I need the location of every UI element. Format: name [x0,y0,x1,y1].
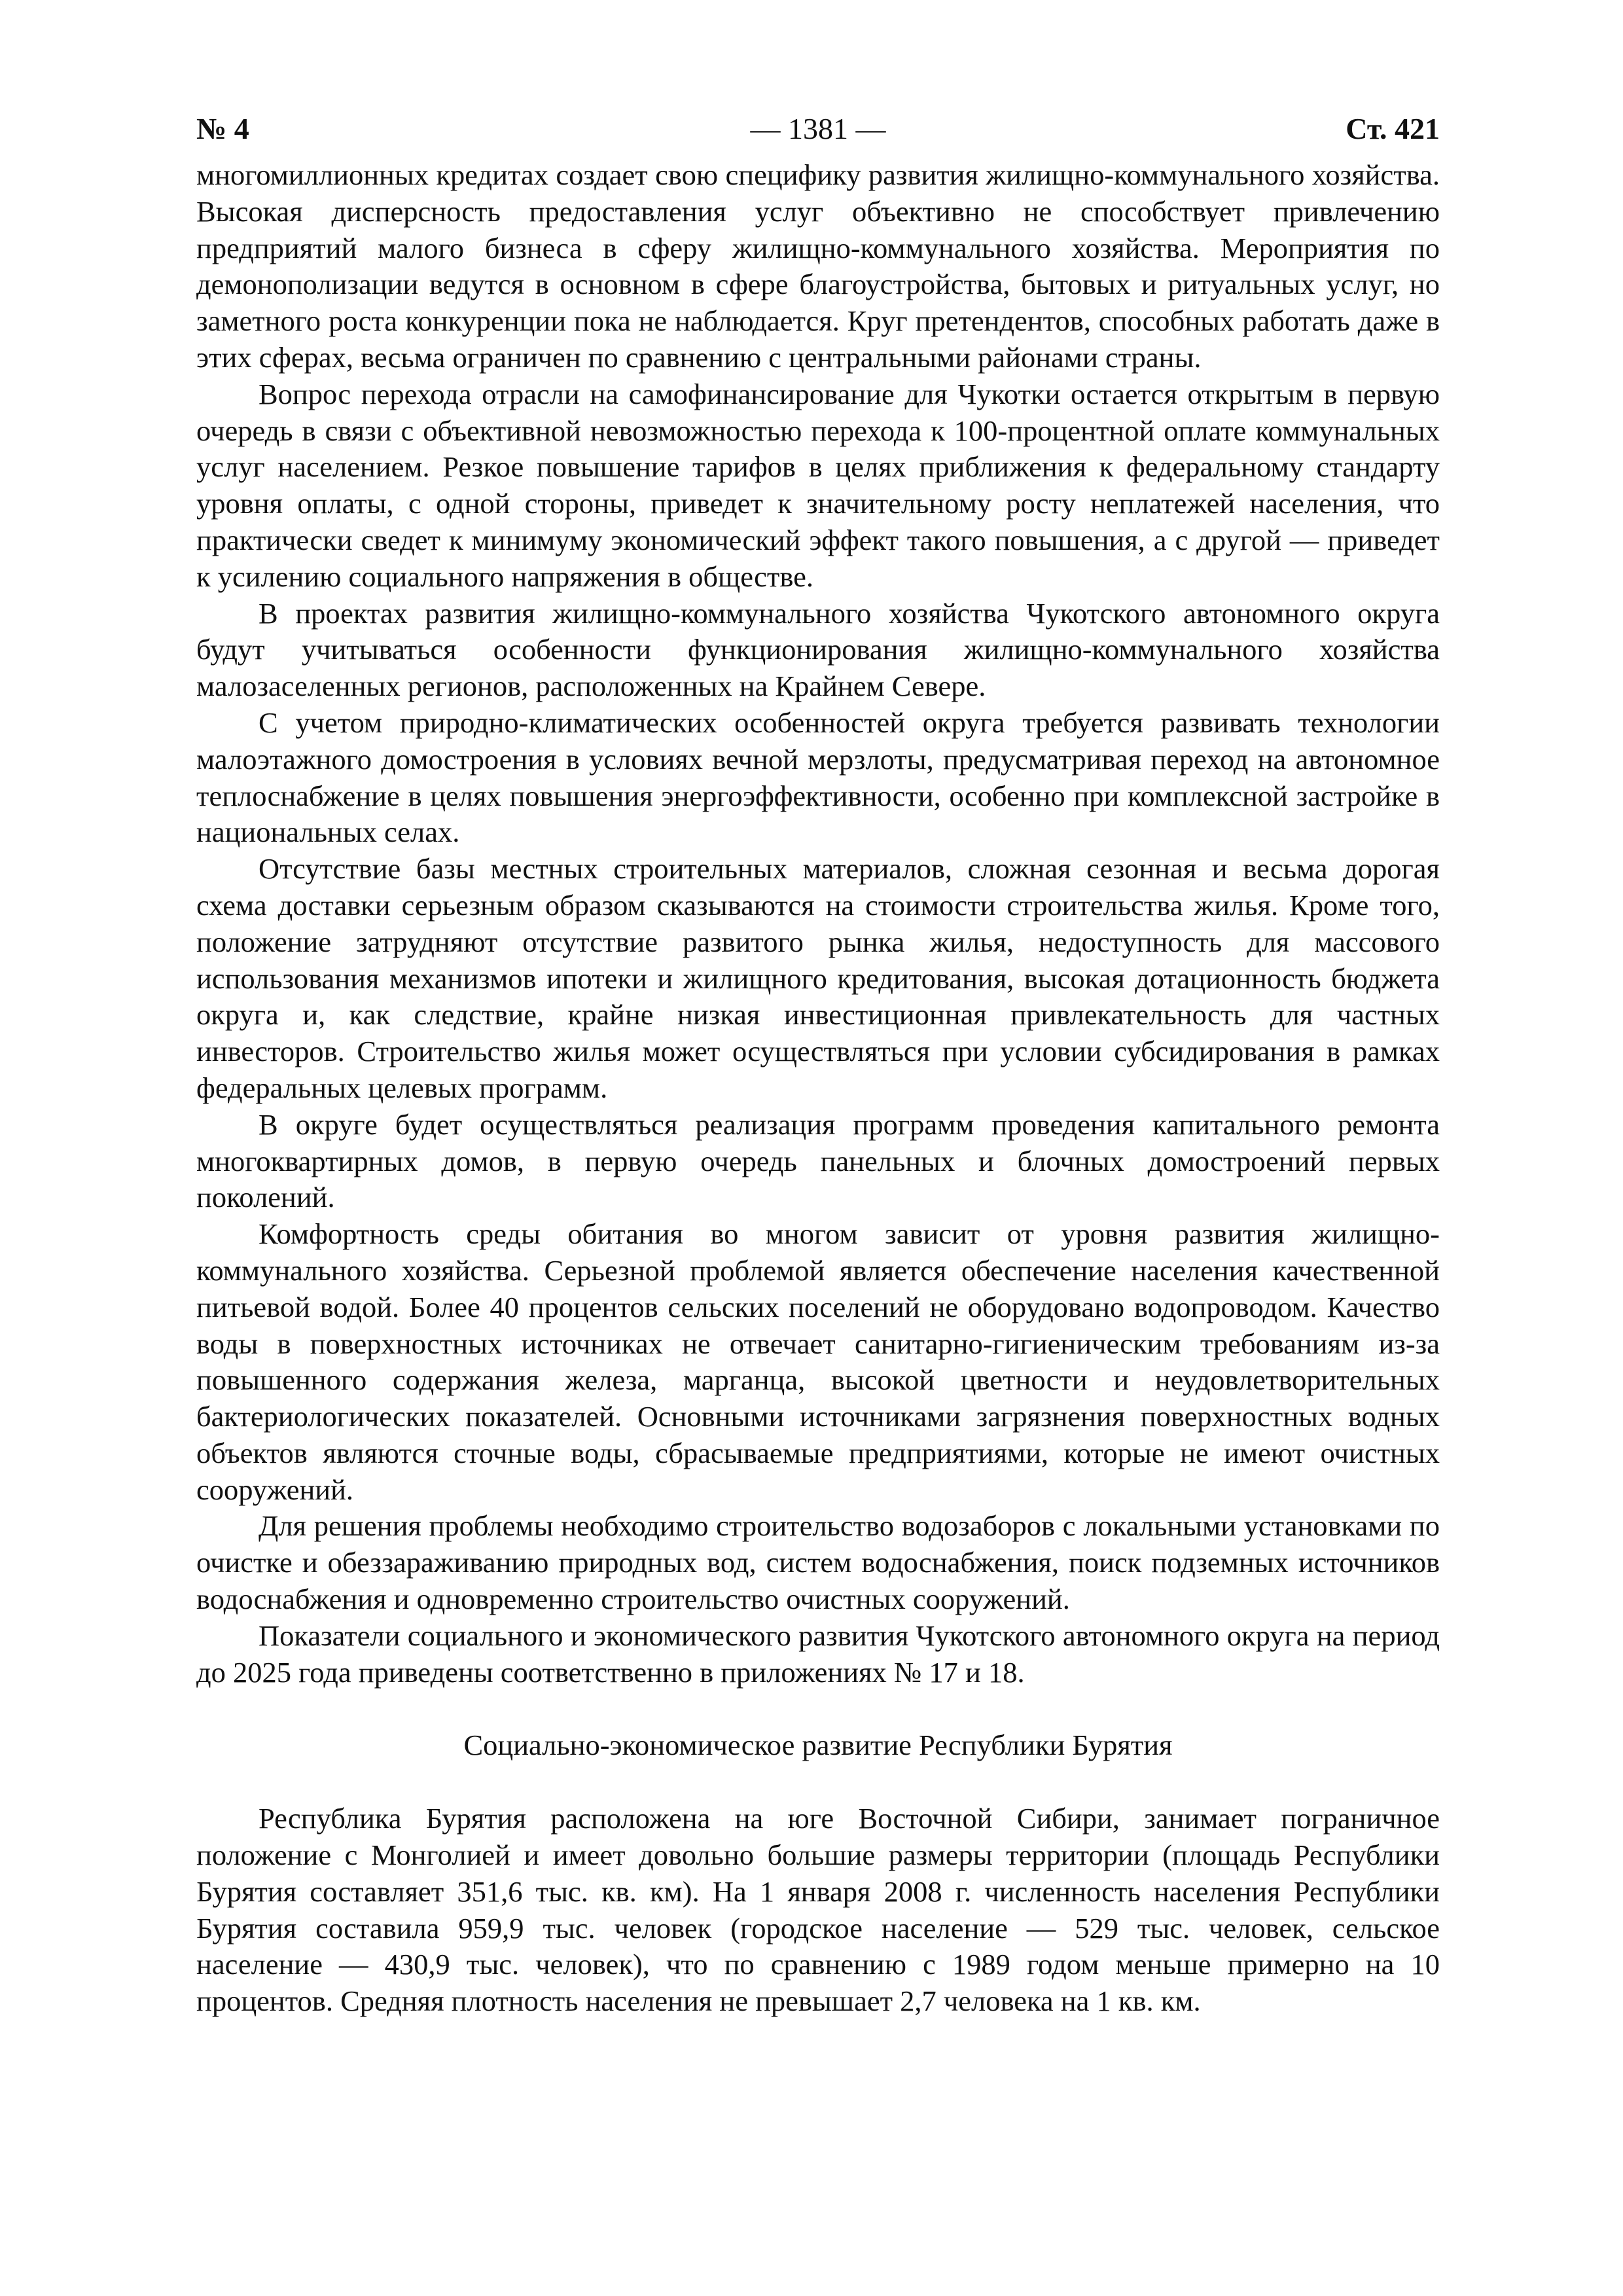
paragraph: Республика Бурятия расположена на юге Восточной Сибири, занимает пограничное положение с Монголией и имеет довольно большие размеры территории (площадь Республики Бурятия составляет 351,6 тыс. кв. км). На 1 января 2008 г. численность населения Республики Бурятия составила 959,9 тыс. человек (городское население — 529 тыс. человек, сельское население — 430,9 тыс. человек), что по сравнению с 1989 годом меньше примерно на 10 процентов. Средняя плотность населения не превышает 2,7 человека на 1 кв. км. [196,1802,1440,2018]
document-body [196,157,1440,2020]
article-number: Ст. 421 [1346,112,1440,145]
page-header [196,111,1440,157]
document-page [196,111,1440,2020]
paragraph: Для решения проблемы необходимо строительство водозаборов с локальными установками по очистке и обеззараживанию природных вод, систем водоснабжения, поиск подземных источников водоснабжения и одновременно строительство очистных сооружений. [196,1509,1440,1616]
paragraph: В проектах развития жилищно-коммунального хозяйства Чукотского автономного округа будут учитываться особенности функционирования жилищно-коммунального хозяйства малозаселенных регионов, расположенных на Крайнем Севере. [196,596,1440,703]
paragraph: Комфортность среды обитания во многом зависит от уровня развития жилищно-коммунального хозяйства. Серьезной проблемой является обеспечение населения качественной питьевой водой. Более 40 процентов сельских поселений не оборудовано водопроводом. Качество воды в поверхностных источниках не отвечает санитарно-гигиеническим требованиям из-за повышенного содержания железа, марганца, высокой цветности и неудовлетворительных бактериологических показателей. Основными источниками загрязнения поверхностных водных объектов являются сточные воды, сбрасываемые предприятиями, которые не имеют очистных сооружений. [196,1217,1440,1506]
paragraph: Вопрос перехода отрасли на самофинансирование для Чукотки остается открытым в первую очередь в связи с объективной невозможностью перехода к 100-процентной оплате коммунальных услуг населением. Резкое повышение тарифов в целях приближения к федеральному стандарту уровня оплаты, с одной стороны, приведет к значительному росту неплатежей населения, что практически сведет к минимуму экономический эффект такого повышения, а с другой — приведет к усилению социального напряжения в обществе. [196,377,1440,593]
paragraph: В округе будет осуществляться реализация программ проведения капитального ремонта многоквартирных домов, в первую очередь панельных и блочных домостроений первых поколений. [196,1107,1440,1214]
paragraph: Показатели социального и экономического развития Чукотского автономного округа на период до 2025 года приведены соответственно в приложениях № 17 и 18. [196,1619,1440,1689]
paragraph: Отсутствие базы местных строительных материалов, сложная сезонная и весьма дорогая схема доставки серьезным образом сказываются на стоимости строительства жилья. Кроме того, положение затрудняют отсутствие развитого рынка жилья, недоступность для массового использования механизмов ипотеки и жилищного кредитования, высокая дотационность бюджета округа и, как следствие, крайне низкая инвестиционная привлекательность для частных инвесторов. Строительство жилья может осуществляться при условии субсидирования в рамках федеральных целевых программ. [196,852,1440,1104]
page-number: — 1381 — [750,112,886,145]
issue-number: № 4 [196,112,249,145]
paragraph: С учетом природно-климатических особенностей округа требуется развивать технологии малоэтажного домостроения в условиях вечной мерзлоты, предусматривая переход на автономное теплоснабжение в целях повышения энергоэффективности, особенно при комплексной застройке в национальных селах. [196,706,1440,849]
section-heading: Социально-экономическое развитие Республики Бурятия [463,1729,1173,1762]
paragraph: многомиллионных кредитах создает свою специфику развития жилищно-коммунального хозяйства. Высокая дисперсность предоставления услуг объективно не способствует привлечению предприятий малого бизнеса в сферу жилищно-коммунального хозяйства. Мероприятия по демонополизации ведутся в основном в сфере благоустройства, бытовых и ритуальных услуг, но заметного роста конкуренции пока не наблюдается. Круг претендентов, способных работать даже в этих сферах, весьма ограничен по сравнению с центральными районами страны. [196,158,1440,374]
